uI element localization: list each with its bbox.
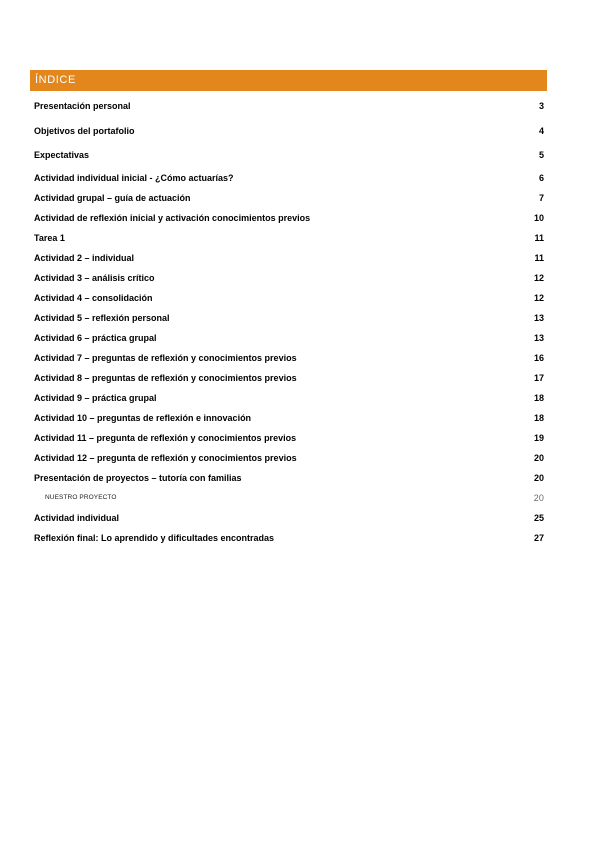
toc-entry[interactable]	[34, 268, 544, 288]
toc-entry[interactable]	[34, 408, 544, 428]
toc-entry-page-number: 20	[533, 492, 544, 503]
toc-entry-page-number: 5	[538, 150, 544, 161]
toc-entry-page-number: 20	[533, 452, 544, 463]
toc-entry[interactable]	[34, 228, 544, 248]
toc-entry-page-number: 3	[538, 101, 544, 112]
toc-entry-title: Actividad 5 – reflexión personal	[34, 312, 170, 323]
toc-entry-page-number: 11	[534, 252, 544, 263]
index-heading-bar	[30, 70, 547, 91]
toc-entry-title: Actividad 11 – pregunta de reflexión y conocimientos previos	[34, 432, 297, 443]
toc-entry[interactable]	[34, 448, 544, 468]
toc-entry[interactable]	[34, 528, 544, 548]
toc-entry-title: Presentación de proyectos – tutoría con familias	[34, 472, 242, 483]
toc-entry-page-number: 11	[534, 232, 544, 243]
toc-entry-page-number: 13	[533, 312, 544, 323]
toc-entry[interactable]	[34, 368, 544, 388]
toc-entry-page-number: 19	[533, 432, 544, 443]
toc-entry[interactable]	[34, 428, 544, 448]
toc-entry[interactable]	[34, 288, 544, 308]
toc-entry[interactable]	[34, 348, 544, 368]
toc-entry-page-number: 27	[533, 532, 544, 543]
toc-entry-title: Actividad de reflexión inicial y activación conocimientos previos	[34, 212, 311, 223]
toc-entry[interactable]	[34, 388, 544, 408]
toc-entry[interactable]	[34, 468, 544, 488]
toc-entry[interactable]	[34, 168, 544, 188]
toc-entry-title: Expectativas	[34, 150, 90, 161]
toc-entry-title: Tarea 1	[34, 232, 65, 243]
toc-entry[interactable]	[34, 119, 544, 144]
toc-entry-page-number: 20	[533, 472, 544, 483]
toc-entry-page-number: 18	[533, 412, 544, 423]
toc-entry-title: Actividad 7 – preguntas de reflexión y conocimientos previos	[34, 352, 297, 363]
toc-entry-page-number: 10	[533, 212, 544, 223]
toc-entry-page-number: 16	[533, 352, 544, 363]
toc-entry-title: Actividad 8 – preguntas de reflexión y conocimientos previos	[34, 372, 297, 383]
toc-entry-page-number: 4	[538, 125, 544, 136]
toc-entry-page-number: 13	[533, 332, 544, 343]
toc-entry-page-number: 17	[533, 372, 544, 383]
toc-entry-title: Actividad 12 – pregunta de reflexión y conocimientos previos	[34, 452, 297, 463]
table-of-contents	[34, 94, 544, 548]
toc-entry-page-number: 6	[538, 172, 544, 183]
toc-entry-page-number: 25	[533, 512, 544, 523]
toc-entry[interactable]	[34, 248, 544, 268]
toc-entry[interactable]	[34, 208, 544, 228]
toc-entry[interactable]	[34, 143, 544, 168]
toc-entry-page-number: 12	[533, 292, 544, 303]
index-heading: ÍNDICE	[35, 74, 76, 86]
toc-entry-page-number: 18	[533, 392, 544, 403]
toc-entry-title: Actividad individual inicial - ¿Cómo actuarías?	[34, 172, 234, 183]
toc-entry-title: Objetivos del portafolio	[34, 125, 135, 136]
toc-entry-title: Actividad 9 – práctica grupal	[34, 392, 157, 403]
toc-entry-title: Actividad 6 – práctica grupal	[34, 332, 157, 343]
toc-entry-title: Actividad grupal – guía de actuación	[34, 192, 191, 203]
toc-entry[interactable]	[34, 94, 544, 119]
toc-entry-title: Actividad 2 – individual	[34, 252, 135, 263]
toc-entry-title: Presentación personal	[34, 101, 131, 112]
toc-entry-title: Reflexión final: Lo aprendido y dificultades encontradas	[34, 532, 275, 543]
toc-entry-page-number: 12	[533, 272, 544, 283]
toc-entry[interactable]	[34, 328, 544, 348]
toc-entry-title: Actividad 4 – consolidación	[34, 292, 153, 303]
toc-entry-title: Actividad individual	[34, 512, 120, 523]
toc-entry-page-number: 7	[538, 192, 544, 203]
toc-entry[interactable]	[34, 188, 544, 208]
toc-entry-title: NUESTRO PROYECTO	[45, 494, 117, 501]
toc-entry-title: Actividad 3 – análisis crítico	[34, 272, 155, 283]
toc-entry-title: Actividad 10 – preguntas de reflexión e innovación	[34, 412, 252, 423]
toc-entry[interactable]	[34, 508, 544, 528]
toc-subentry[interactable]	[34, 488, 544, 508]
toc-entry[interactable]	[34, 308, 544, 328]
